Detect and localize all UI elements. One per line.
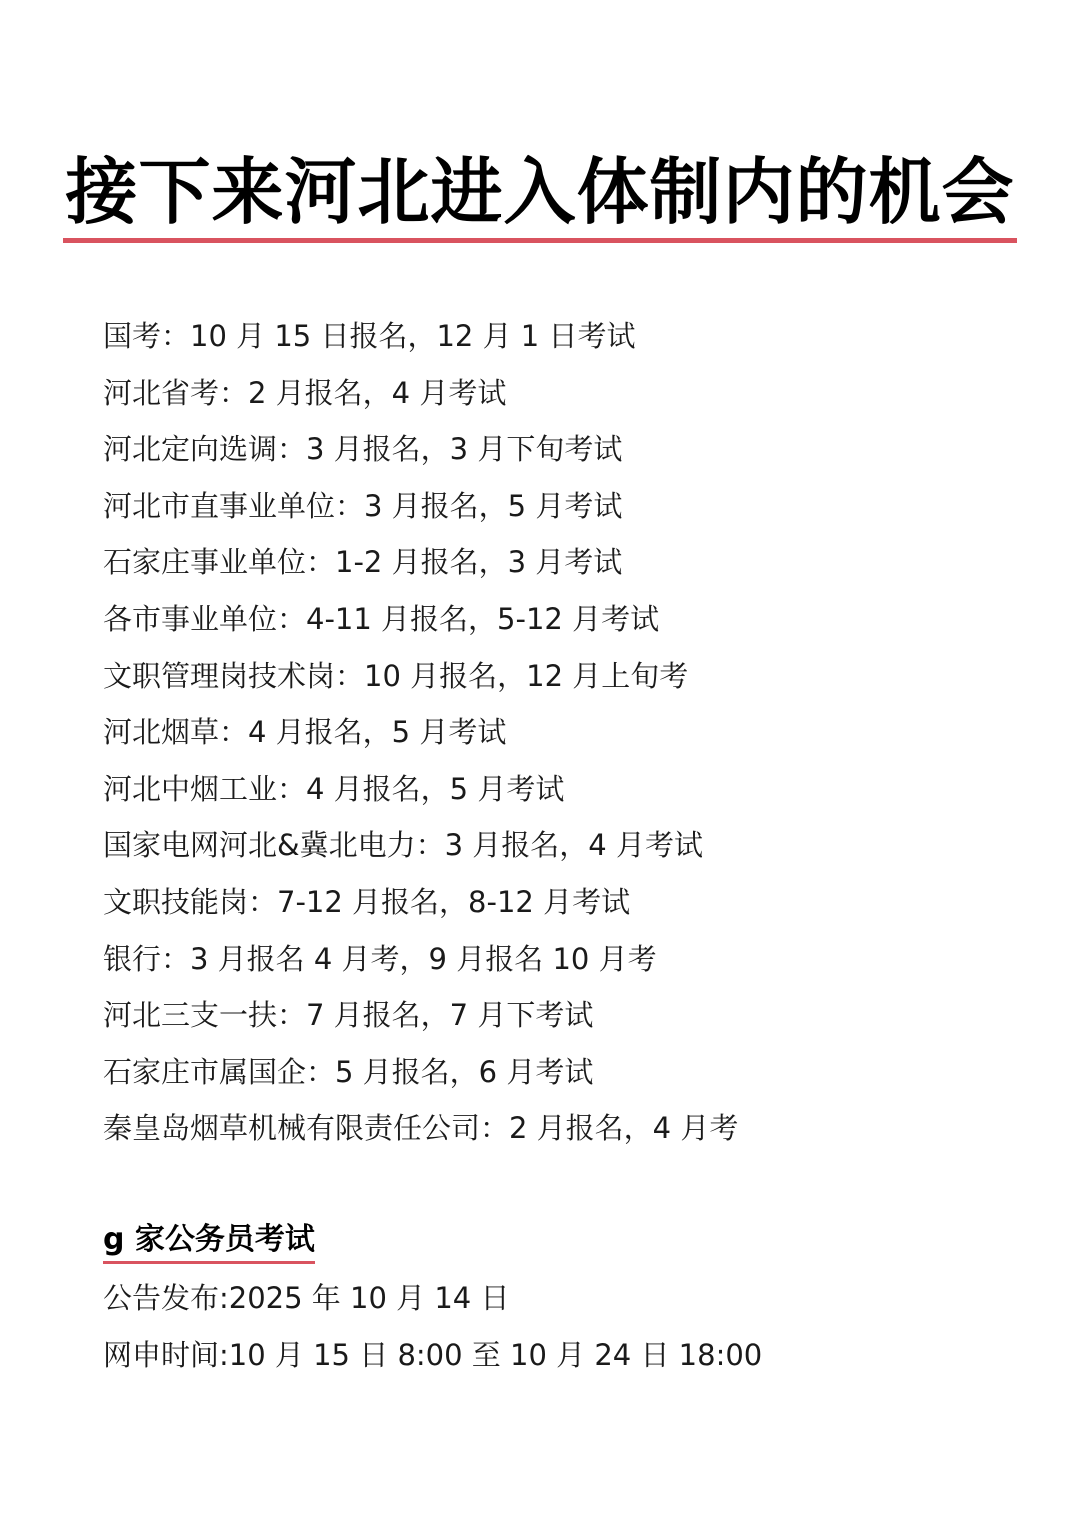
exam-schedule-list — [103, 312, 1003, 1161]
schedule-item: 河北三支一扶：7 月报名，7 月下考试 — [103, 998, 594, 1033]
registration-period: 网申时间:10 月 15 日 8:00 至 10 月 24 日 18:00 — [103, 1337, 763, 1372]
schedule-item: 河北烟草：4 月报名，5 月考试 — [103, 715, 507, 750]
schedule-item: 国考：10 月 15 日报名，12 月 1 日考试 — [103, 319, 636, 353]
schedule-item: 各市事业单位：4-11 月报名，5-12 月考试 — [103, 601, 660, 636]
page-title: 接下来河北进入体制内的机会 — [63, 150, 1016, 243]
schedule-item: 河北省考：2 月报名，4 月考试 — [103, 375, 507, 410]
schedule-item: 国家电网河北&冀北电力：3 月报名，4 月考试 — [103, 828, 703, 863]
title-container — [0, 150, 1080, 243]
schedule-item: 银行：3 月报名 4 月考，9 月报名 10 月考 — [103, 941, 657, 976]
schedule-item: 河北定向选调：3 月报名，3 月下旬考试 — [103, 432, 623, 467]
schedule-item: 石家庄事业单位：1-2 月报名，3 月考试 — [103, 545, 623, 580]
schedule-item: 文职技能岗：7-12 月报名，8-12 月考试 — [103, 884, 631, 919]
schedule-item: 石家庄市属国企：5 月报名，6 月考试 — [103, 1054, 594, 1089]
section-heading: g 家公务员考试 — [103, 1220, 315, 1264]
schedule-item: 河北市直事业单位：3 月报名，5 月考试 — [103, 488, 623, 523]
announcement-date: 公告发布:2025 年 10 月 14 日 — [103, 1281, 510, 1315]
schedule-item: 秦皇岛烟草机械有限责任公司：2 月报名，4 月考 — [103, 1111, 739, 1146]
schedule-item: 河北中烟工业：4 月报名，5 月考试 — [103, 771, 565, 806]
schedule-item: 文职管理岗技术岗：10 月报名，12 月上旬考 — [103, 658, 689, 693]
civil-service-exam-section — [103, 1220, 1003, 1387]
section-detail-list — [103, 1274, 1003, 1387]
